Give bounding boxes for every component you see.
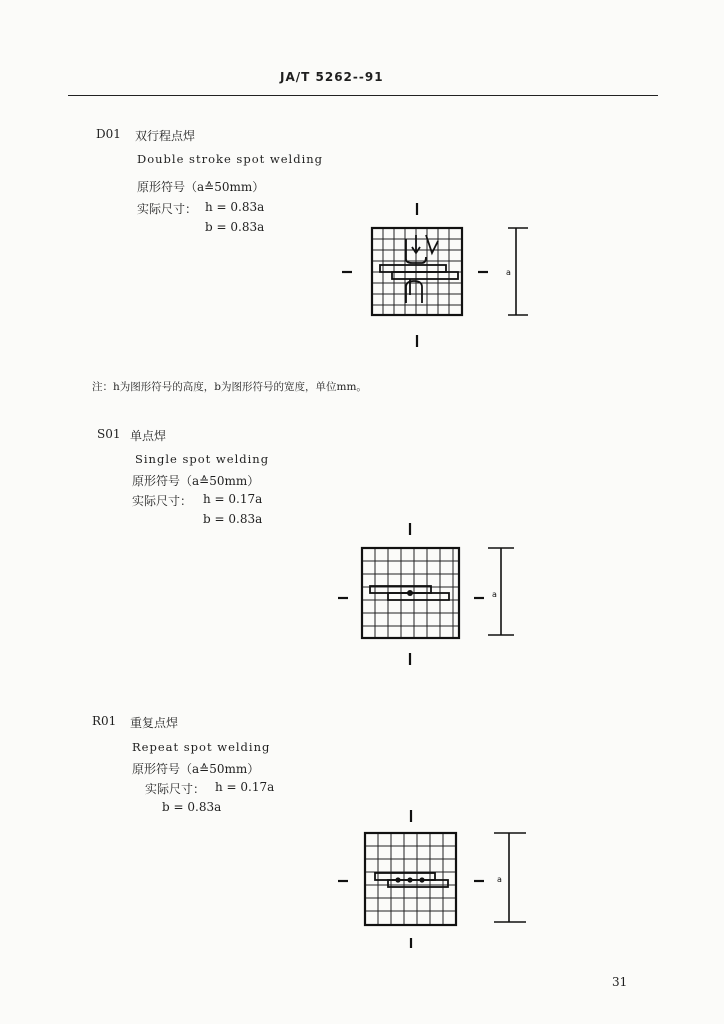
section-s01-code: S01 xyxy=(97,427,121,441)
section-r01-title-cn: 重复点焊 xyxy=(130,716,179,730)
section-d01-graphic-symbol: 原形符号（a≙50mm） xyxy=(137,180,265,194)
note: 注：h为图形符号的高度，b为图形符号的宽度，单位mm。 xyxy=(92,381,367,393)
section-d01-b-value: b = 0.83a xyxy=(205,220,265,234)
section-r01-actual-size-label: 实际尺寸： xyxy=(145,782,206,796)
section-s01-graphic-symbol: 原形符号（a≙50mm） xyxy=(132,474,260,488)
standard-code-header: JA/T 5262--91 xyxy=(280,70,384,84)
section-r01-h-value: h = 0.17a xyxy=(215,780,275,794)
section-r01-code: R01 xyxy=(92,714,117,728)
section-s01-title-en: Single spot welding xyxy=(135,452,270,466)
section-d01-figure xyxy=(330,195,540,355)
section-s01-b-value: b = 0.83a xyxy=(203,512,263,526)
dimension-label: a xyxy=(506,268,511,277)
section-r01-figure xyxy=(330,800,540,960)
dimension-label: a xyxy=(492,590,497,599)
section-d01-title-cn: 双行程点焊 xyxy=(135,129,196,143)
section-s01-actual-size-label: 实际尺寸： xyxy=(132,494,193,508)
double-stroke-spot-weld-symbol xyxy=(380,235,458,303)
section-d01-actual-size-label: 实际尺寸： xyxy=(137,202,198,216)
section-r01-title-en: Repeat spot welding xyxy=(132,740,271,754)
section-r01-b-value: b = 0.83a xyxy=(162,800,222,814)
dimension-label: a xyxy=(497,875,502,884)
section-s01-h-value: h = 0.17a xyxy=(203,492,263,506)
section-d01-code: D01 xyxy=(96,127,121,141)
single-spot-weld-symbol xyxy=(370,586,449,600)
section-s01-title-cn: 单点焊 xyxy=(130,429,167,443)
section-s01-figure xyxy=(330,515,540,675)
section-d01-title-en: Double stroke spot welding xyxy=(137,152,324,166)
section-d01-h-value: h = 0.83a xyxy=(205,200,265,214)
header-rule xyxy=(68,95,658,96)
section-r01-graphic-symbol: 原形符号（a≙50mm） xyxy=(132,762,260,776)
page-number: 31 xyxy=(612,975,628,989)
